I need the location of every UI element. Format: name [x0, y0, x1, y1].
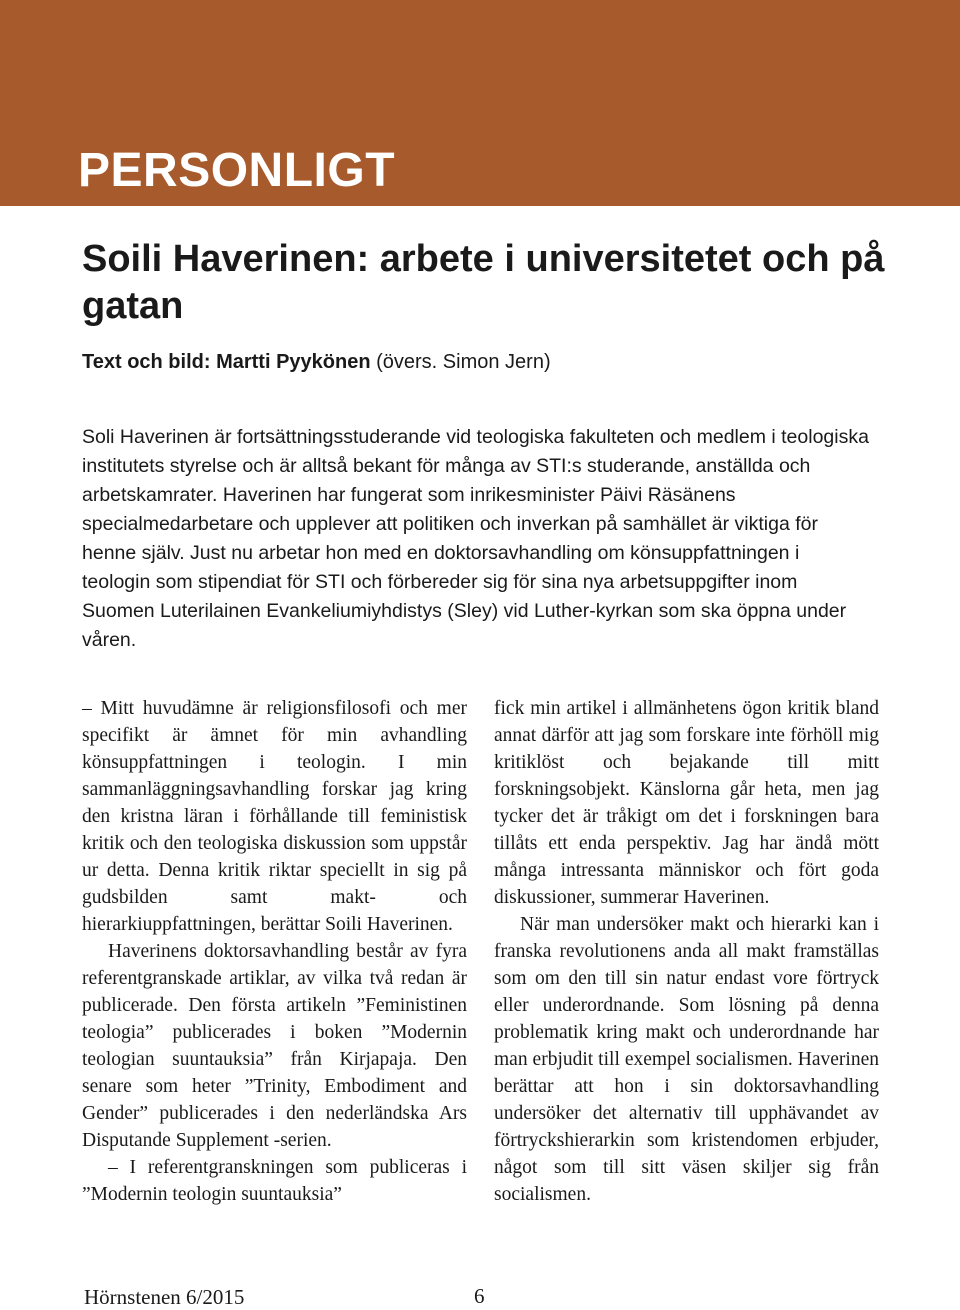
byline-translator: (övers. Simon Jern): [370, 351, 551, 373]
page-number: 6: [474, 1284, 485, 1308]
paragraph: När man undersöker makt och hierarki kan i franska revolutionens anda all makt framställas som om den till sin natur endast vore förtryck eller underordnande. Som lösning på denna problematik kring makt och underordnande har man erbjudit till exempel socialismen. Haverinen berättar att hon i sin doktorsavhandling undersöker det alternativ till upphävandet av förtryckshierarkin som kristendomen erbjuder, något som till sitt väsen skiljer sig från socialismen.: [494, 914, 879, 1205]
section-label: PERSONLIGT: [78, 144, 396, 197]
article-ingress: Soli Haverinen är fortsättningsstuderande vid teologiska fakulteten och medlem i teologiska institutets styrelse och är alltså bekant för många av STI:s studerande, anställda och arbetskamrater. Haverinen har fungerat som inrikesminister Päivi Räsänens specialmedarbetare och upplever att politiken och inverkan på samhället är viktiga för henne själv. Just nu arbetar hon med en doktorsavhandling om könsuppfattningen i teologin som stipendiat för STI och förbereder sig för sina nya arbetsuppgifter inom Suomen Luterilainen Evankeliumiyhdistys (Sley) vid Luther-kyrkan som ska öppna under våren.: [82, 426, 869, 651]
paragraph: – Mitt huvudämne är religionsfilosofi och mer specifikt är ämnet för min avhandling könsuppfattningen i teologin. I min sammanläggningsavhandling forskar jag kring den kristna läran i förhållande till feministisk kritik och den teologiska diskussion som uppstår ur detta. Denna kritik riktar speciellt in sig på gudsbilden samt makt- och hierarkiuppfattningen, berättar Soili Haverinen.: [82, 698, 467, 935]
paragraph: – I referentgranskningen som publiceras i ”Modernin teologin suuntauksia”: [82, 1157, 467, 1205]
article-title: Soili Haverinen: arbete i universitetet och på gatan: [82, 238, 885, 327]
left-column: [82, 695, 467, 1208]
byline: [82, 348, 551, 376]
section-banner: [0, 0, 960, 206]
paragraph: fick min artikel i allmänhetens ögon kritik bland annat därför att jag som forskare inte förhöll mig kritiklöst och bejakande till mitt forskningsobjekt. Känslorna går heta, men jag tycker det är tråkigt om det i forskningen bara tillåts ett enda perspektiv. Jag har ändå mött många intressanta människor och fört goda diskussioner, summerar Haverinen.: [494, 698, 879, 908]
byline-author: Text och bild: Martti Pyykönen: [82, 351, 371, 373]
right-column: [494, 695, 879, 1208]
publication-footer: Hörnstenen 6/2015: [84, 1285, 245, 1309]
paragraph: Haverinens doktorsavhandling består av fyra referentgranskade artiklar, av vilka två redan är publicerade. Den första artikeln ”Feministinen teologia” publicerades i boken ”Modernin teologian suuntauksia” från Kirjapaja. Den senare som heter ”Trinity, Embodiment and Gender” publicerades i den nederländska Ars Disputande Supplement -serien.: [82, 941, 467, 1151]
